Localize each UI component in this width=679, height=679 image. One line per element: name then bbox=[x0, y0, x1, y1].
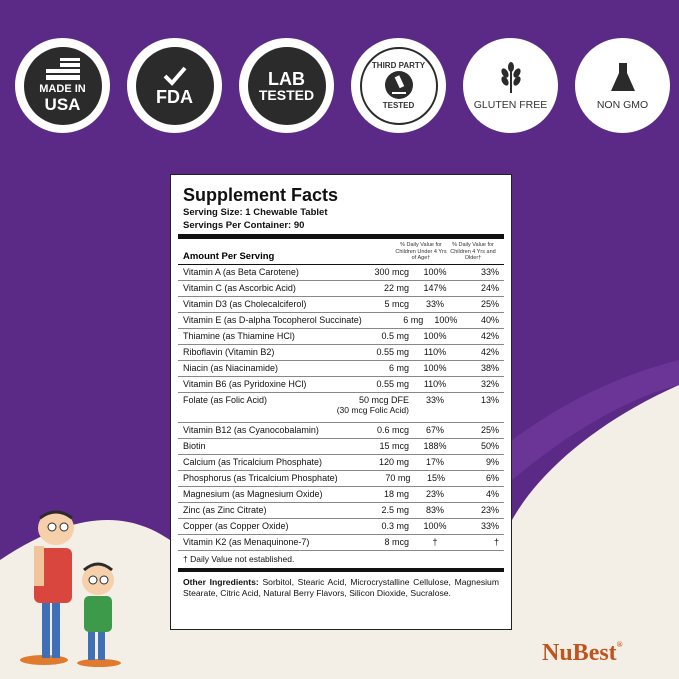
dv-under-4: 100% bbox=[423, 521, 447, 531]
dv-under-4: 83% bbox=[425, 505, 444, 515]
nutrient-amount bbox=[335, 489, 415, 499]
nutrient-amount bbox=[335, 363, 415, 373]
nutrient-amount bbox=[335, 283, 415, 293]
nutrient-name: Thiamine (as Thiamine HCl) bbox=[183, 331, 295, 341]
nutrient-row bbox=[178, 535, 504, 551]
non-gmo-label: NON GMO bbox=[596, 98, 649, 111]
dv-4-and-older-header: % Daily Value for Children 4 Yrs and Older† bbox=[450, 242, 496, 261]
cartoon-kids-illustration bbox=[14, 508, 124, 668]
nutrient-amount bbox=[335, 299, 415, 309]
nutrient-name: Vitamin C (as Ascorbic Acid) bbox=[183, 283, 296, 293]
gluten-free-label: GLUTEN FREE bbox=[473, 98, 548, 111]
facts-title: Supplement Facts bbox=[183, 185, 339, 205]
dv-4-and-older: 42% bbox=[480, 347, 499, 357]
fda-facility-badge bbox=[127, 38, 222, 133]
amount-value: 0.6 mcg bbox=[376, 425, 409, 435]
nutrient-name: Vitamin B12 (as Cyanocobalamin) bbox=[183, 425, 319, 435]
nutrient-row bbox=[178, 423, 504, 439]
nutrient-name: Copper (as Copper Oxide) bbox=[183, 521, 289, 531]
dv-under-4: 17% bbox=[425, 457, 444, 467]
gluten-free-badge bbox=[463, 38, 558, 133]
amount-value: 120 mg bbox=[378, 457, 409, 467]
nutrient-name: Vitamin B6 (as Pyridoxine HCl) bbox=[183, 379, 307, 389]
amount-value: 8 mcg bbox=[384, 537, 409, 547]
nutrient-amount bbox=[335, 347, 415, 357]
fda-label: FDA bbox=[156, 86, 193, 107]
nutrient-row bbox=[178, 313, 504, 329]
dv-under-4: 110% bbox=[423, 379, 447, 389]
dv-4-and-older: † bbox=[493, 537, 499, 547]
nutrient-name: Phosphorus (as Tricalcium Phosphate) bbox=[183, 473, 338, 483]
nutrient-amount bbox=[335, 457, 415, 467]
nutrient-name: Niacin (as Niacinamide) bbox=[183, 363, 279, 373]
lab-tested-badge bbox=[239, 38, 334, 133]
nutrient-name: Vitamin A (as Beta Carotene) bbox=[183, 267, 299, 277]
dv-under-4: 15% bbox=[427, 473, 446, 483]
dv-under-4: 100% bbox=[423, 331, 447, 341]
nutrient-name: Vitamin D3 (as Cholecalciferol) bbox=[183, 299, 307, 309]
dv-under-4: 147% bbox=[423, 283, 447, 293]
nutrient-row bbox=[178, 487, 504, 503]
brand-name: NuBest bbox=[542, 640, 617, 666]
amount-value: 6 mg bbox=[388, 363, 409, 373]
nutrient-row bbox=[178, 361, 504, 377]
dv-4-and-older: 24% bbox=[480, 283, 499, 293]
registered-mark: ® bbox=[616, 640, 623, 649]
nubest-logo bbox=[542, 640, 623, 667]
wheat-icon bbox=[497, 61, 525, 93]
facts-header-row bbox=[178, 239, 504, 265]
nutrient-row bbox=[178, 281, 504, 297]
amount-value: 50 mcg DFE bbox=[358, 394, 409, 405]
nutrient-row bbox=[178, 377, 504, 393]
nutrient-amount bbox=[335, 521, 415, 531]
dv-4-and-older: 40% bbox=[480, 315, 499, 325]
amount-value: 0.3 mg bbox=[381, 521, 409, 531]
lab-label: LAB bbox=[268, 68, 305, 89]
tested-label: TESTED bbox=[258, 86, 315, 103]
dv-4-and-older: 6% bbox=[485, 473, 499, 483]
amount-value: 2.5 mg bbox=[381, 505, 409, 515]
nutrient-name: Riboflavin (Vitamin B2) bbox=[183, 347, 275, 357]
badge-row bbox=[15, 38, 670, 133]
dv-4-and-older: 32% bbox=[480, 379, 499, 389]
nutrient-row bbox=[178, 439, 504, 455]
nutrient-rows bbox=[178, 265, 504, 551]
amount-value: 18 mg bbox=[383, 489, 409, 499]
amount-value: 6 mg bbox=[403, 315, 424, 325]
third-party-label: THIRD PARTY bbox=[371, 61, 426, 70]
serving-size: Serving Size: 1 Chewable Tablet bbox=[183, 207, 328, 218]
dv-4-and-older: 38% bbox=[480, 363, 499, 373]
nutrient-row bbox=[178, 297, 504, 313]
other-ingredients bbox=[178, 572, 504, 599]
tested-ring-label: TESTED bbox=[382, 101, 415, 110]
non-gmo-badge bbox=[575, 38, 670, 133]
nutrient-name: Magnesium (as Magnesium Oxide) bbox=[183, 489, 323, 499]
other-ingredients-text: Sorbitol, Stearic Acid, Microcrystalline Cellulose, Magnesium Stearate, Citric Acid, Natural Berry Flavors, Silicon Dioxide, Sucralose. bbox=[183, 576, 499, 598]
dv-4-and-older: 50% bbox=[480, 441, 499, 451]
dv-4-and-older: 25% bbox=[480, 299, 499, 309]
checkmark-icon bbox=[162, 65, 188, 87]
amount-value: 15 mcg bbox=[379, 441, 409, 451]
dv-under-4: 67% bbox=[425, 425, 444, 435]
flask-icon bbox=[610, 61, 636, 93]
nutrient-row bbox=[178, 471, 504, 487]
dv-4-and-older: 33% bbox=[480, 521, 499, 531]
amount-header: Amount Per Serving bbox=[183, 250, 275, 262]
dv-4-and-older: 33% bbox=[480, 267, 499, 277]
amount-subnote: (30 mcg Folic Acid) bbox=[336, 404, 409, 415]
dv-under-4-header: % Daily Value for Children Under 4 Yrs of Age† bbox=[395, 242, 447, 261]
dv-4-and-older: 23% bbox=[480, 505, 499, 515]
servings-per-container: Servings Per Container: 90 bbox=[183, 220, 305, 231]
nutrient-amount bbox=[335, 425, 415, 435]
nutrient-name: Calcium (as Tricalcium Phosphate) bbox=[183, 457, 323, 467]
nutrient-row bbox=[178, 329, 504, 345]
nutrient-name: Zinc (as Zinc Citrate) bbox=[183, 505, 267, 515]
nutrient-amount bbox=[335, 441, 415, 451]
amount-value: 0.55 mg bbox=[376, 347, 409, 357]
dv-under-4: 33% bbox=[425, 394, 444, 405]
amount-value: 0.55 mg bbox=[376, 379, 409, 389]
nutrient-amount bbox=[335, 267, 415, 277]
nutrient-amount bbox=[335, 379, 415, 389]
nutrient-row bbox=[178, 503, 504, 519]
dv-under-4: 110% bbox=[423, 347, 447, 357]
third-party-tested-badge bbox=[351, 38, 446, 133]
nutrient-name: Folate (as Folic Acid) bbox=[183, 394, 268, 405]
supplement-facts-panel bbox=[170, 174, 512, 630]
dv-footnote: † Daily Value not established. bbox=[178, 551, 504, 572]
dv-under-4: 100% bbox=[434, 315, 458, 325]
nutrient-name: Biotin bbox=[183, 441, 206, 451]
amount-value: 22 mg bbox=[383, 283, 409, 293]
dv-4-and-older: 25% bbox=[480, 425, 499, 435]
nutrient-row bbox=[178, 393, 504, 423]
made-in-label: MADE IN bbox=[39, 83, 86, 95]
dv-under-4: 100% bbox=[423, 363, 447, 373]
dv-under-4: 33% bbox=[425, 299, 444, 309]
nutrient-amount bbox=[335, 395, 415, 415]
made-in-usa-badge bbox=[15, 38, 110, 133]
dv-4-and-older: 4% bbox=[485, 489, 499, 499]
us-flag-icon bbox=[46, 58, 80, 80]
dv-under-4: 23% bbox=[425, 489, 444, 499]
amount-value: 0.5 mg bbox=[381, 331, 409, 341]
amount-value: 70 mg bbox=[385, 473, 411, 483]
nutrient-row bbox=[178, 455, 504, 471]
nutrient-row bbox=[178, 345, 504, 361]
nutrient-row bbox=[178, 519, 504, 535]
dv-4-and-older: 9% bbox=[485, 457, 499, 467]
nutrient-amount bbox=[335, 505, 415, 515]
nutrient-row bbox=[178, 265, 504, 281]
other-ingredients-label: Other Ingredients: bbox=[183, 576, 259, 587]
nutrient-amount bbox=[335, 537, 415, 547]
amount-value: 5 mcg bbox=[384, 299, 409, 309]
dv-4-and-older: 42% bbox=[480, 331, 499, 341]
amount-value: 300 mcg bbox=[374, 267, 409, 277]
nutrient-amount bbox=[335, 331, 415, 341]
usa-label: USA bbox=[44, 95, 81, 114]
microscope-icon bbox=[384, 70, 414, 100]
dv-under-4: 188% bbox=[423, 441, 447, 451]
nutrient-amount bbox=[362, 315, 429, 325]
dv-under-4: † bbox=[432, 537, 438, 547]
nutrient-name: Vitamin K2 (as Menaquinone-7) bbox=[183, 537, 310, 547]
dv-4-and-older: 13% bbox=[480, 394, 499, 405]
nutrient-name: Vitamin E (as D-alpha Tocopherol Succinate) bbox=[183, 315, 362, 325]
dv-under-4: 100% bbox=[423, 267, 447, 277]
nutrient-amount bbox=[338, 473, 417, 483]
